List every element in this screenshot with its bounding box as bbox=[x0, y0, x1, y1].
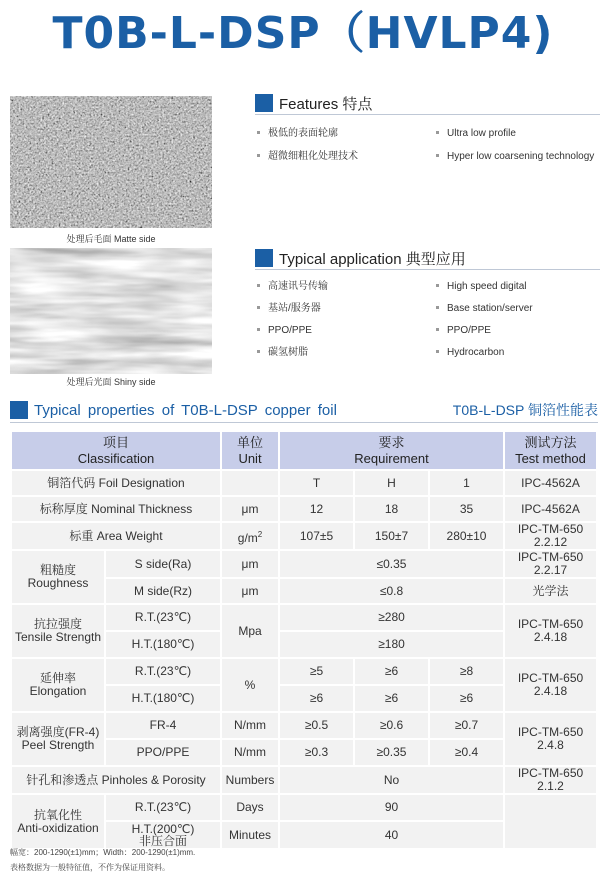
application-item: 碳氢树脂 bbox=[257, 346, 308, 360]
table-cell: R.T.(23℃) bbox=[106, 605, 220, 630]
table-cell: ≥0.35 bbox=[355, 740, 428, 765]
shiny-side-photo bbox=[10, 248, 212, 380]
table-cell: IPC-4562A bbox=[505, 497, 596, 521]
table-cell: IPC-TM-650 2.4.18 bbox=[505, 659, 596, 711]
table-cell: ≥0.7 bbox=[430, 713, 503, 738]
header-classification: 项目 Classification bbox=[12, 432, 220, 469]
application-heading bbox=[255, 247, 600, 270]
elongation-label: 延伸率 Elongation bbox=[12, 659, 104, 711]
application-item: Base station/server bbox=[436, 302, 533, 316]
features-heading bbox=[255, 92, 600, 115]
header-unit: 单位 Unit bbox=[222, 432, 278, 469]
footnote-disclaimer: 表格数据为一般特征值，不作为保证用资料。 bbox=[10, 863, 170, 872]
heading-square-icon bbox=[10, 401, 28, 419]
table-cell: IPC-TM-650 2.4.18 bbox=[505, 605, 596, 657]
matte-side-photo bbox=[10, 96, 212, 228]
roughness-label: 粗糙度 Roughness bbox=[12, 551, 104, 603]
table-cell: $g/m^2$ bbox=[222, 523, 278, 549]
table-cell: 90 bbox=[280, 795, 503, 820]
designation-label: 铜箔代码 Foil Designation bbox=[12, 471, 220, 495]
application-item: PPO/PPE bbox=[257, 324, 312, 338]
table-cell: 12 bbox=[280, 497, 353, 521]
table-row bbox=[12, 659, 596, 684]
table-cell: IPC-TM-650 2.4.8 bbox=[505, 713, 596, 765]
table-cell: ≤0.35 bbox=[280, 551, 503, 577]
table-cell: Numbers bbox=[222, 767, 278, 793]
application-item: PPO/PPE bbox=[436, 324, 491, 338]
shiny-side-caption: 处理后光面 Shiny side bbox=[66, 377, 156, 387]
table-cell: R.T.(23℃) bbox=[106, 795, 220, 820]
table-cell: μm bbox=[222, 497, 278, 521]
table-cell: ≥0.3 bbox=[280, 740, 353, 765]
heading-square-icon bbox=[255, 94, 273, 112]
table-row bbox=[12, 713, 596, 738]
table-row bbox=[12, 767, 596, 793]
properties-table bbox=[10, 430, 598, 850]
feature-item: 极低的表面轮廓 bbox=[257, 127, 338, 141]
table-cell: R.T.(23℃) bbox=[106, 659, 220, 684]
table-row bbox=[12, 605, 596, 630]
table-cell bbox=[222, 471, 278, 495]
table-cell: M side(Rz) bbox=[106, 579, 220, 603]
table-cell: 107±5 bbox=[280, 523, 353, 549]
table-cell: T bbox=[280, 471, 353, 495]
table-cell: 1 bbox=[430, 471, 503, 495]
table-cell: IPC-TM-650 2.2.12 bbox=[505, 523, 596, 549]
table-cell: ≥8 bbox=[430, 659, 503, 684]
table-cell: ≥6 bbox=[355, 686, 428, 711]
table-row bbox=[12, 795, 596, 820]
table-cell: 18 bbox=[355, 497, 428, 521]
table-cell: H bbox=[355, 471, 428, 495]
oxidation-label: 抗氧化性 Anti-oxidization bbox=[12, 795, 104, 848]
table-cell: ≥0.5 bbox=[280, 713, 353, 738]
header-test-method: 测试方法 Test method bbox=[505, 432, 596, 469]
application-heading-label: Typical application 典型应用 bbox=[279, 250, 466, 268]
table-cell: ≤0.8 bbox=[280, 579, 503, 603]
table-row bbox=[12, 523, 596, 549]
table-cell: 150±7 bbox=[355, 523, 428, 549]
application-item: Hydrocarbon bbox=[436, 346, 504, 360]
table-cell: H.T.(180℃) bbox=[106, 686, 220, 711]
table-row bbox=[12, 497, 596, 521]
table-header-row bbox=[12, 432, 596, 469]
peel-label: 剥离强度(FR-4) Peel Strength bbox=[12, 713, 104, 765]
table-cell: 光学法 bbox=[505, 579, 596, 603]
feature-item: 超微细粗化处理技术 bbox=[257, 150, 358, 164]
tensile-label: 抗拉强度 Tensile Strength bbox=[12, 605, 104, 657]
application-item: High speed digital bbox=[436, 280, 527, 294]
heading-square-icon bbox=[255, 249, 273, 267]
table-cell: N/mm bbox=[222, 713, 278, 738]
table-row bbox=[12, 471, 596, 495]
table-cell: H.T.(200℃) 非压合面 bbox=[106, 822, 220, 848]
table-cell: No bbox=[280, 767, 503, 793]
application-item: 高速讯号传输 bbox=[257, 280, 328, 294]
table-cell: ≥0.4 bbox=[430, 740, 503, 765]
table-cell: Mpa bbox=[222, 605, 278, 657]
footnote-width: 幅宽：200-1290(±1)mm；Width：200-1290(±1)mm. bbox=[10, 848, 196, 857]
matte-side-caption: 处理后毛面 Matte side bbox=[66, 234, 156, 244]
table-cell: 35 bbox=[430, 497, 503, 521]
table-cell: ≥6 bbox=[355, 659, 428, 684]
pinholes-label: 针孔和渗透点 Pinholes & Porosity bbox=[12, 767, 220, 793]
table-cell: ≥6 bbox=[280, 686, 353, 711]
table-cell: FR-4 bbox=[106, 713, 220, 738]
table-cell bbox=[505, 795, 596, 848]
table-cell: IPC-4562A bbox=[505, 471, 596, 495]
table-cell: IPC-TM-650 2.2.17 bbox=[505, 551, 596, 577]
thickness-label: 标称厚度 Nominal Thickness bbox=[12, 497, 220, 521]
table-cell: Minutes bbox=[222, 822, 278, 848]
table-cell: ≥5 bbox=[280, 659, 353, 684]
feature-item: Ultra low profile bbox=[436, 127, 516, 141]
header-requirement: 要求 Requirement bbox=[280, 432, 503, 469]
table-row bbox=[12, 551, 596, 577]
table-cell: N/mm bbox=[222, 740, 278, 765]
properties-heading-cn: T0B-L-DSP 铜箔性能表 bbox=[452, 402, 598, 418]
table-cell: μm bbox=[222, 551, 278, 577]
application-item: 基站/服务器 bbox=[257, 302, 321, 316]
table-cell: PPO/PPE bbox=[106, 740, 220, 765]
table-cell: Days bbox=[222, 795, 278, 820]
feature-item: Hyper low coarsening technology bbox=[436, 150, 594, 164]
features-heading-label: Features 特点 bbox=[279, 95, 373, 113]
table-cell: ≥180 bbox=[280, 632, 503, 657]
properties-heading-en: Typical properties of T0B-L-DSP copper foil bbox=[34, 401, 337, 419]
table-cell: H.T.(180℃) bbox=[106, 632, 220, 657]
table-cell: % bbox=[222, 659, 278, 711]
table-cell: ≥280 bbox=[280, 605, 503, 630]
table-cell: μm bbox=[222, 579, 278, 603]
table-cell: IPC-TM-650 2.1.2 bbox=[505, 767, 596, 793]
properties-heading bbox=[10, 398, 598, 423]
weight-label: 标重 Area Weight bbox=[12, 523, 220, 549]
table-cell: ≥0.6 bbox=[355, 713, 428, 738]
table-cell: S side(Ra) bbox=[106, 551, 220, 577]
table-cell: 40 bbox=[280, 822, 503, 848]
table-cell: 280±10 bbox=[430, 523, 503, 549]
table-cell: ≥6 bbox=[430, 686, 503, 711]
page-title: T0B-L-DSP（HVLP4) bbox=[52, 8, 554, 59]
